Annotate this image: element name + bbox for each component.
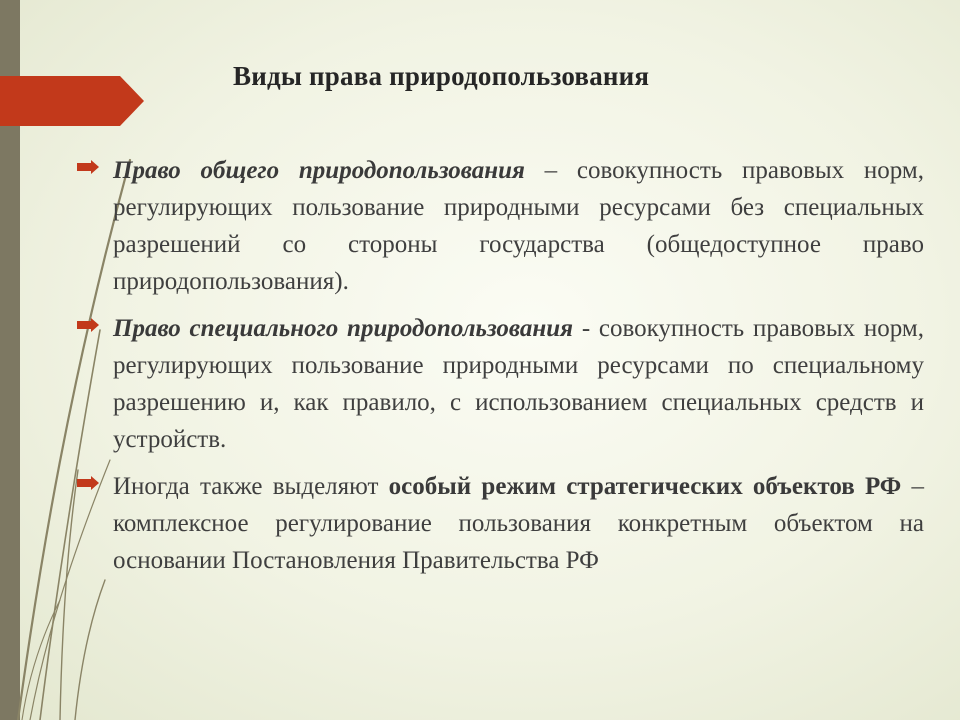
bullet-prefix: Иногда также выделяют: [113, 473, 389, 500]
bullet-text: [113, 310, 924, 458]
title-ribbon-icon: [0, 76, 144, 126]
bullet-definition: - совокупность правовых норм, регулирующих пользование природными ресурсами по специальному разрешению и, как правило, с использованием специальных средств и устройств.: [113, 315, 924, 453]
bullet-definition: – совокупность правовых норм, регулирующих пользование природными ресурсами без специальных разрешений со стороны государства (общедоступное право природопользования).: [113, 157, 924, 295]
bullet-item-strategic: [77, 468, 924, 579]
arrow-bullet-icon: [77, 476, 99, 490]
bullet-term: особый режим стратегических объектов РФ: [388, 473, 902, 500]
bullet-item-general: [77, 152, 924, 300]
bullet-term: Право общего природопользования: [113, 157, 525, 184]
arrow-bullet-icon: [77, 318, 99, 332]
bullet-term: Право специального природопользования: [113, 315, 574, 342]
bullet-definition: – комплексное регулирование пользования конкретным объектом на основании Постановления Правительства РФ: [113, 473, 925, 574]
arrow-bullet-icon: [77, 160, 99, 174]
bullet-item-special: [77, 310, 924, 458]
bullet-list: [77, 152, 924, 589]
slide-title: Виды права природопользования: [233, 61, 650, 91]
bullet-text: [113, 152, 924, 300]
bullet-text: [113, 468, 924, 579]
